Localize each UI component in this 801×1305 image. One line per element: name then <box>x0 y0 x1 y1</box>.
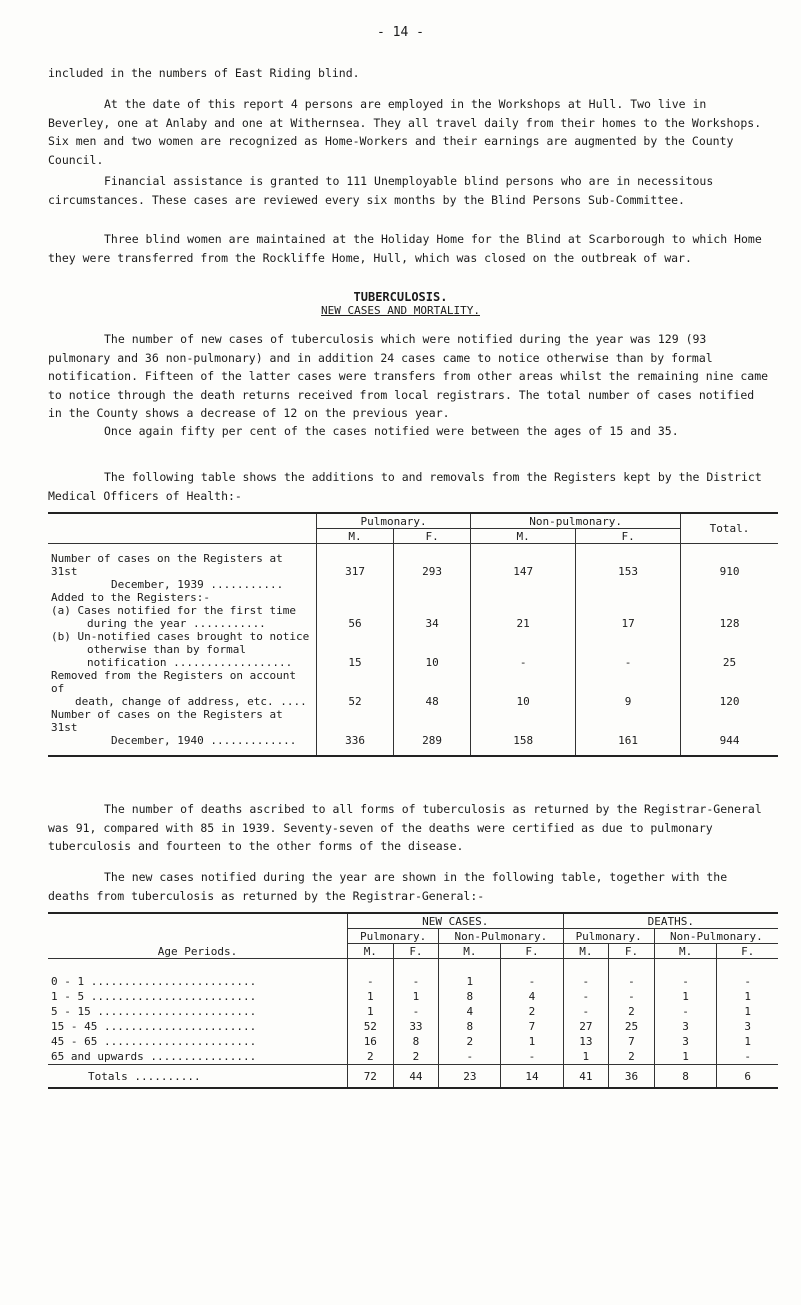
table-row: Number of cases on the Registers at 31st December, 1939 ........... 317 293 147 153 910 <box>48 552 778 591</box>
age-range-paragraph: Once again fifty per cent of the cases notified were between the ages of 15 and 35. <box>104 424 679 438</box>
table-row: Removed from the Registers on account of death, change of address, etc. .... 52 48 10 9 120 <box>48 669 778 708</box>
financial-assistance-paragraph: Financial assistance is granted to 111 Unemployable blind persons who are in necessitous circumstances. These cases are reviewed every six months by the Blind Persons Sub-Committee. <box>48 174 714 207</box>
pulm-m-header: M. <box>317 529 394 544</box>
table-row: 65 and upwards ................ 2 2 - - 1 2 1 - <box>48 1049 778 1065</box>
table1-corner <box>48 513 317 544</box>
age-periods-header: Age Periods. <box>48 913 348 959</box>
table-row: 1 - 5 ......................... 1 1 8 4 - - 1 1 <box>48 989 778 1004</box>
registers-table <box>48 512 778 757</box>
new-cases-header: NEW CASES. <box>348 913 564 929</box>
page-number: - 14 - <box>377 25 424 40</box>
pulm-f-header: F. <box>394 529 471 544</box>
table-row: Added to the Registers:- (a) Cases notified for the first time during the year ........... 56 34 21 17 128 <box>48 591 778 630</box>
workshops-paragraph: At the date of this report 4 persons are employed in the Workshops at Hull. Two live in Beverley, one at Anlaby and one at Withernsea. They all travel daily from their homes to the Workshops. Six men and two women are recognized as Home-Workers and their earnings are augmented by the County Council. <box>48 97 762 167</box>
deaths-paragraph: The number of deaths ascribed to all forms of tuberculosis as returned by the Registrar-General was 91, compared with 85 in 1939. Seventy-seven of the deaths were certified as due to pulmonary tuberculosis and fourteen to the other forms of the disease. <box>48 802 762 853</box>
deaths-header: DEATHS. <box>563 913 778 929</box>
intro-line: included in the numbers of East Riding blind. <box>48 66 360 80</box>
non-pulmonary-header: Non-pulmonary. <box>471 513 681 529</box>
total-header: Total. <box>681 513 778 544</box>
section-title: TUBERCULOSIS. <box>353 290 448 304</box>
holiday-home-paragraph: Three blind women are maintained at the Holiday Home for the Blind at Scarborough to which Home they were transferred from the Rockliffe Home, Hull, which was closed on the outbreak of war. <box>48 232 762 265</box>
nonpulm-m-header: M. <box>471 529 576 544</box>
table-row: 45 - 65 ....................... 16 8 2 1 13 7 3 1 <box>48 1034 778 1049</box>
age-periods-table: Age Periods. NEW CASES. DEATHS. Pulmonary. Non-Pulmonary. Pulmonary. Non-Pulmonary. M. F. M. F. M. F. M. F. 0 - 1 ......................... - - 1 - - - - - 1 - 5 ......................... 1 1 8 4 - - 1 1 5 - 15 ........................ 1 - 4 2 - 2 - 1 15 - 45 ....................... 52 33 8 7 27 25 3 3 45 - 65 ....................... 16 8 2 1 13 7 3 1 65 and upwards ................ 2 2 - - 1 2 1 - Totals .......... 72 44 23 14 41 36 8 6 <box>48 912 778 1089</box>
tb-cases-paragraph: The number of new cases of tuberculosis which were notified during the year was 129 (93 pulmonary and 36 non-pulmonary) and in addition 24 cases came to notice otherwise than by formal notification. Fifteen of the latter cases were transfers from other areas whilst the remaining nine came to notice through the death returns received from local registrars. The total number of cases notified in the County shows a decrease of 12 on the previous year. <box>48 332 769 420</box>
table-row: (b) Un-notified cases brought to notice otherwise than by formal notification .................. 15 10 - - 25 <box>48 630 778 669</box>
table-row: Number of cases on the Registers at 31st December, 1940 ............. 336 289 158 161 944 <box>48 708 778 756</box>
table-row: 15 - 45 ....................... 52 33 8 7 27 25 3 3 <box>48 1019 778 1034</box>
table2-intro-paragraph: The new cases notified during the year are shown in the following table, together with the deaths from tuberculosis as returned by the Registrar-General:- <box>48 870 728 903</box>
section-subtitle: NEW CASES AND MORTALITY. <box>321 304 480 317</box>
table-intro-paragraph: The following table shows the additions to and removals from the Registers kept by the District Medical Officers of Health:- <box>48 470 762 503</box>
pulmonary-header: Pulmonary. <box>317 513 471 529</box>
nonpulm-f-header: F. <box>576 529 681 544</box>
totals-row: Totals .......... 72 44 23 14 41 36 8 6 <box>48 1065 778 1089</box>
table-row: 0 - 1 ......................... - - 1 - - - - - <box>48 974 778 989</box>
table-row: 5 - 15 ........................ 1 - 4 2 - 2 - 1 <box>48 1004 778 1019</box>
